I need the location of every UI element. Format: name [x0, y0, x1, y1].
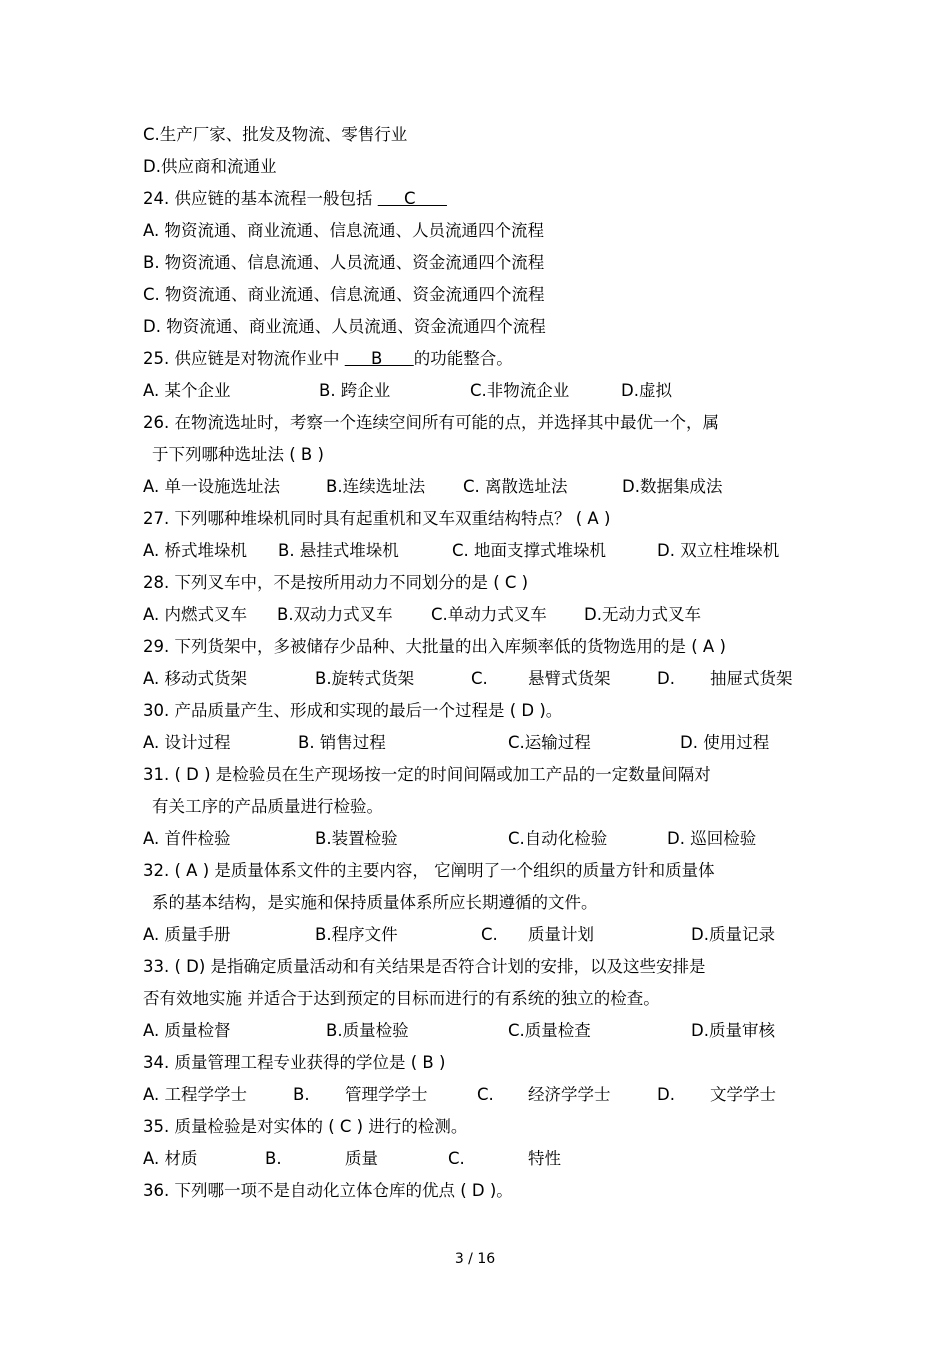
option-a: A. 首件检验 [143, 829, 231, 848]
page-number: 3 / 16 [454, 1251, 496, 1267]
option-line: D.供应商和流通业 [143, 157, 277, 176]
option-a: A. 质量手册 [143, 925, 231, 944]
question-34: 34. 质量管理工程专业获得的学位是 ( B ) [143, 1053, 446, 1072]
option-b: 质量 [345, 1149, 378, 1168]
option-c: C.运输过程 [508, 733, 591, 752]
option-a: A. 内燃式叉车 [143, 605, 247, 624]
answer-blank: B [344, 349, 414, 368]
option-d: 抽屉式货架 [710, 669, 793, 688]
option-line: C. 物资流通、商业流通、信息流通、资金流通四个流程 [143, 285, 545, 304]
option-d-label: D. [657, 1085, 675, 1104]
option-c-label: C. [477, 1085, 494, 1104]
question-text-tail: 的功能整合。 [413, 349, 513, 368]
option-c: 质量计划 [528, 925, 594, 944]
option-d: D. 使用过程 [680, 733, 770, 752]
option-b: B.装置检验 [315, 829, 398, 848]
option-c: C. 离散选址法 [463, 477, 568, 496]
option-line: B. 物资流通、信息流通、人员流通、资金流通四个流程 [143, 253, 545, 272]
question-33: 33. ( D) 是指确定质量活动和有关结果是否符合计划的安排，以及这些安排是 [143, 957, 706, 976]
option-c-label: C. [448, 1149, 465, 1168]
option-b: B.质量检验 [326, 1021, 409, 1040]
option-a: A. 材质 [143, 1149, 198, 1168]
option-b: B.双动力式叉车 [277, 605, 393, 624]
question-text: 25. 供应链是对物流作业中 [143, 349, 345, 368]
option-c: 特性 [528, 1149, 561, 1168]
option-b-label: B. [265, 1149, 282, 1168]
option-line: A. 物资流通、商业流通、信息流通、人员流通四个流程 [143, 221, 544, 240]
question-26: 26. 在物流选址时，考察一个连续空间所有可能的点，并选择其中最优一个，属 [143, 413, 719, 432]
question-text: 24. 供应链的基本流程一般包括 [143, 189, 378, 208]
option-c: C.非物流企业 [470, 381, 570, 400]
option-d: D. 巡回检验 [667, 829, 757, 848]
option-c: 经济学学士 [528, 1085, 611, 1104]
option-c: 悬臂式货架 [528, 669, 611, 688]
option-b-label: B. [293, 1085, 310, 1104]
option-d: D. 双立柱堆垛机 [657, 541, 780, 560]
question-35: 35. 质量检验是对实体的 ( C ) 进行的检测。 [143, 1117, 468, 1136]
option-a: A. 单一设施选址法 [143, 477, 280, 496]
question-33-cont: 否有效地实施 并适合于达到预定的目标而进行的有系统的独立的检查。 [143, 989, 660, 1008]
option-c-label: C. [481, 925, 498, 944]
answer-blank: C [377, 189, 447, 208]
option-b: B.连续选址法 [326, 477, 426, 496]
option-c: C.单动力式叉车 [431, 605, 547, 624]
question-31: 31. ( D ) 是检验员在生产现场按一定的时间间隔或加工产品的一定数量间隔对 [143, 765, 711, 784]
option-d: D.数据集成法 [622, 477, 723, 496]
option-b: B.旋转式货架 [315, 669, 415, 688]
option-a: A. 桥式堆垛机 [143, 541, 247, 560]
option-c-label: C. [471, 669, 488, 688]
question-25 [143, 348, 513, 370]
question-31-cont: 有关工序的产品质量进行检验。 [152, 797, 383, 816]
option-d: D.质量审核 [691, 1021, 775, 1040]
question-30: 30. 产品质量产生、形成和实现的最后一个过程是 ( D )。 [143, 701, 563, 720]
question-24 [143, 188, 447, 210]
option-d-label: D. [657, 669, 675, 688]
option-c: C.质量检查 [508, 1021, 591, 1040]
question-26-cont: 于下列哪种选址法 ( B ) [152, 445, 324, 464]
option-d: D.虚拟 [621, 381, 672, 400]
question-29: 29. 下列货架中，多被储存少品种、大批量的出入库频率低的货物选用的是 ( A ) [143, 637, 726, 656]
option-d: 文学学士 [710, 1085, 776, 1104]
option-a: A. 移动式货架 [143, 669, 247, 688]
option-c: C. 地面支撑式堆垛机 [452, 541, 607, 560]
option-a: A. 设计过程 [143, 733, 231, 752]
option-b: B.程序文件 [315, 925, 398, 944]
question-36: 36. 下列哪一项不是自动化立体仓库的优点 ( D )。 [143, 1181, 513, 1200]
option-b: B. 跨企业 [319, 381, 391, 400]
option-d: D.质量记录 [691, 925, 775, 944]
option-line: D. 物资流通、商业流通、人员流通、资金流通四个流程 [143, 317, 546, 336]
option-b: B. 悬挂式堆垛机 [278, 541, 399, 560]
option-a: A. 某个企业 [143, 381, 231, 400]
question-27: 27. 下列哪种堆垛机同时具有起重机和叉车双重结构特点？ ( A ) [143, 509, 611, 528]
option-line: C.生产厂家、批发及物流、零售行业 [143, 125, 408, 144]
option-b: 管理学学士 [345, 1085, 428, 1104]
option-b: B. 销售过程 [298, 733, 386, 752]
option-c: C.自动化检验 [508, 829, 608, 848]
option-d: D.无动力式叉车 [584, 605, 701, 624]
option-a: A. 质量检督 [143, 1021, 231, 1040]
question-32-cont: 系的基本结构，是实施和保持质量体系所应长期遵循的文件。 [152, 893, 598, 912]
option-a: A. 工程学学士 [143, 1085, 247, 1104]
question-28: 28. 下列叉车中，不是按所用动力不同划分的是 ( C ) [143, 573, 529, 592]
question-32: 32. ( A ) 是质量体系文件的主要内容， 它阐明了一个组织的质量方针和质量体 [143, 861, 715, 880]
